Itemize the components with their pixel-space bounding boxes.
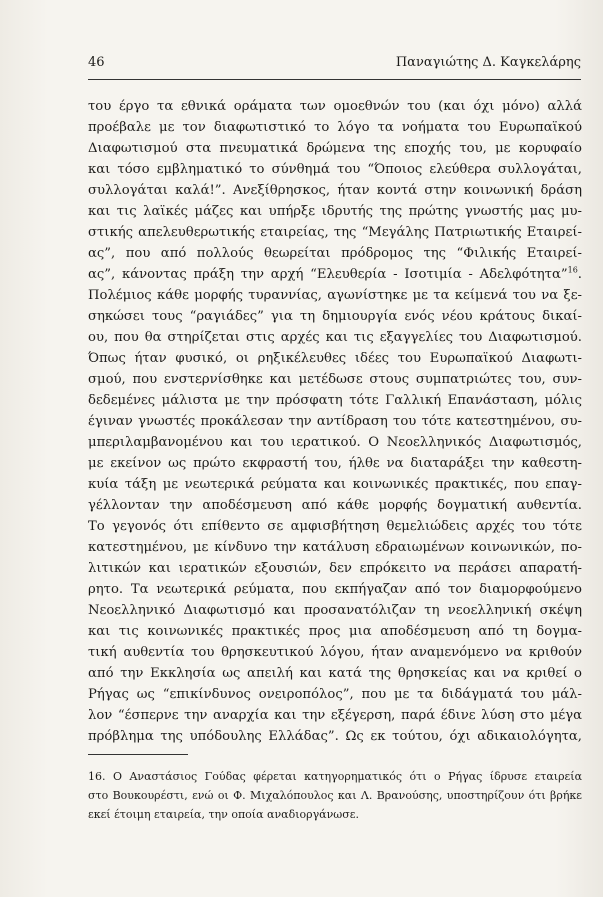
body-line: στικής απελευθερωτικής εταιρείας, της “Μεγάλης Πατριωτικής Εταιρεί- bbox=[88, 225, 582, 240]
body-line: έγιναν γνωστές προκάλεσαν την αντίδραση του τότε κατεστημένου, συ- bbox=[88, 414, 582, 429]
footnote bbox=[88, 767, 582, 824]
page-header bbox=[88, 55, 581, 80]
footnote-reference-suffix: . bbox=[577, 267, 582, 282]
body-line: ας”, που από πολλούς θεωρείται πρόδρομος της “Φιλικής Εταιρεί- bbox=[88, 246, 582, 261]
body-line: γέλλονταν την αποδέσμευση από κάθε μορφής δογματική αυθεντία. bbox=[88, 498, 582, 513]
body-line: δεδεμένες μάλιστα με την πρόσφατη τότε Γαλλική Επανάσταση, μόλις bbox=[88, 393, 582, 408]
body-line: πρόβλημα της υπόδουλης Ελλάδας”. Ως εκ τούτου, όχι αδικαιολόγητα, bbox=[88, 729, 582, 744]
body-line: και τις λαϊκές μάζες και υπήρξε ιδρυτής της πρώτης γνωστής μας μυ- bbox=[88, 204, 582, 219]
body-line: ρητο. Τα νεωτερικά ρεύματα, που εκπήγαζαν από τον διαμορφούμενο bbox=[88, 582, 582, 597]
footnote-reference[interactable]: 16 bbox=[567, 265, 578, 275]
body-line: και τόσο εμβληματικό το σύνθημά του “Όποιος ελεύθερα συλλογάται, bbox=[88, 162, 582, 177]
body-line: σηκώσει τους “ραγιάδες” για τη δημιουργία ενός νέου κράτους δικαί- bbox=[88, 309, 582, 324]
body-line: του έργο τα εθνικά οράματα των ομοεθνών του (και όχι μόνο) αλλά bbox=[88, 99, 582, 114]
running-head: Παναγιώτης Δ. Καγκελάρης bbox=[395, 55, 581, 70]
body-line-with-footnote bbox=[88, 264, 582, 285]
body-line: και τις κοινωνικές πρακτικές προς μια αποδέσμευση από τη δογμα- bbox=[88, 624, 582, 639]
body-line: λον “έσπερνε την αναρχία και την εξέγερση, παρά έδινε λύση στο μέγα bbox=[88, 708, 582, 723]
body-line: Ρήγας ως “επικίνδυνος ονειροπόλος”, που με τα διδάγματά του μάλ- bbox=[88, 687, 582, 702]
footnote-divider bbox=[88, 754, 188, 755]
body-line: μπεριλαμβανομένου και του ιερατικού. Ο Νεοελληνικός Διαφωτισμός, bbox=[88, 435, 582, 450]
body-line: προέβαλε με τον διαφωτιστικό το λόγο τα νοήματα του Ευρωπαϊκού bbox=[88, 120, 582, 135]
body-line: Νεοελληνικό Διαφωτισμό και προσανατόλιζαν τη νεοελληνική σκέψη bbox=[88, 603, 582, 618]
body-line: σμού, που ενστερνίσθηκε και μετέδωσε στους συμπατριώτες του, συν- bbox=[88, 372, 582, 387]
page-number: 46 bbox=[88, 55, 105, 70]
body-text bbox=[88, 96, 582, 747]
body-line: Πολέμιος κάθε μορφής τυραννίας, αγωνίστηκε με τα κείμενά του να ξε- bbox=[88, 288, 582, 303]
body-line: με εκείνον ως πρώτο εκφραστή του, ήλθε να διαταράξει την καθεστη- bbox=[88, 456, 582, 471]
body-line: από την Εκκλησία ως απειλή και κατά της θρησκείας και να κριθεί ο bbox=[88, 666, 582, 681]
footnote-line: στο Βουκουρέστι, ενώ οι Φ. Μιχαλόπουλος και Λ. Βρανούσης, υποστηρίζουν ότι βρήκε bbox=[88, 789, 582, 802]
body-line: λιτικών και ιερατικών εξουσιών, δεν επρόκειτο να περάσει απαρατή- bbox=[88, 561, 582, 576]
body-line: τική αυθεντία του θρησκευτικού λόγου, ήταν αναμενόμενο να κριθούν bbox=[88, 645, 582, 660]
body-line: Το γεγονός ότι επίθεντο σε αμφισβήτηση θεμελιώδεις αρχές του τότε bbox=[88, 519, 582, 534]
footnote-line: εκεί έτοιμη εταιρεία, την οποία αναδιοργάνωσε. bbox=[88, 808, 359, 821]
body-line-text: ας”, κάνοντας πράξη την αρχή “Ελευθερία - Ισοτιμία - Αδελφότητα” bbox=[88, 267, 568, 282]
footnote-line: 16. Ο Αναστάσιος Γούδας φέρεται κατηγορηματικός ότι ο Ρήγας ίδρυσε εταιρεία bbox=[88, 770, 582, 783]
body-line: κατεστημένου, με κίνδυνο την κατάλυση εδραιωμένων κοινωνικών, πο- bbox=[88, 540, 582, 555]
body-line: κυία τάξη με νεωτερικά ρεύματα και κοινωνικές πρακτικές, που επαγ- bbox=[88, 477, 582, 492]
body-line: ου, που θα στηρίζεται στις αρχές και τις εξαγγελίες του Διαφωτισμού. bbox=[88, 330, 582, 345]
body-line: Όπως ήταν φυσικό, οι ρηξικέλευθες ιδέες του Ευρωπαϊκού Διαφωτι- bbox=[88, 351, 582, 366]
body-line: Διαφωτισμού στα πνευματικά δρώμενα της εποχής του, με κορυφαίο bbox=[88, 141, 582, 156]
body-line: συλλογάται καλά!”. Ανεξίθρησκος, ήταν κοντά στην κοινωνική δράση bbox=[88, 183, 582, 198]
